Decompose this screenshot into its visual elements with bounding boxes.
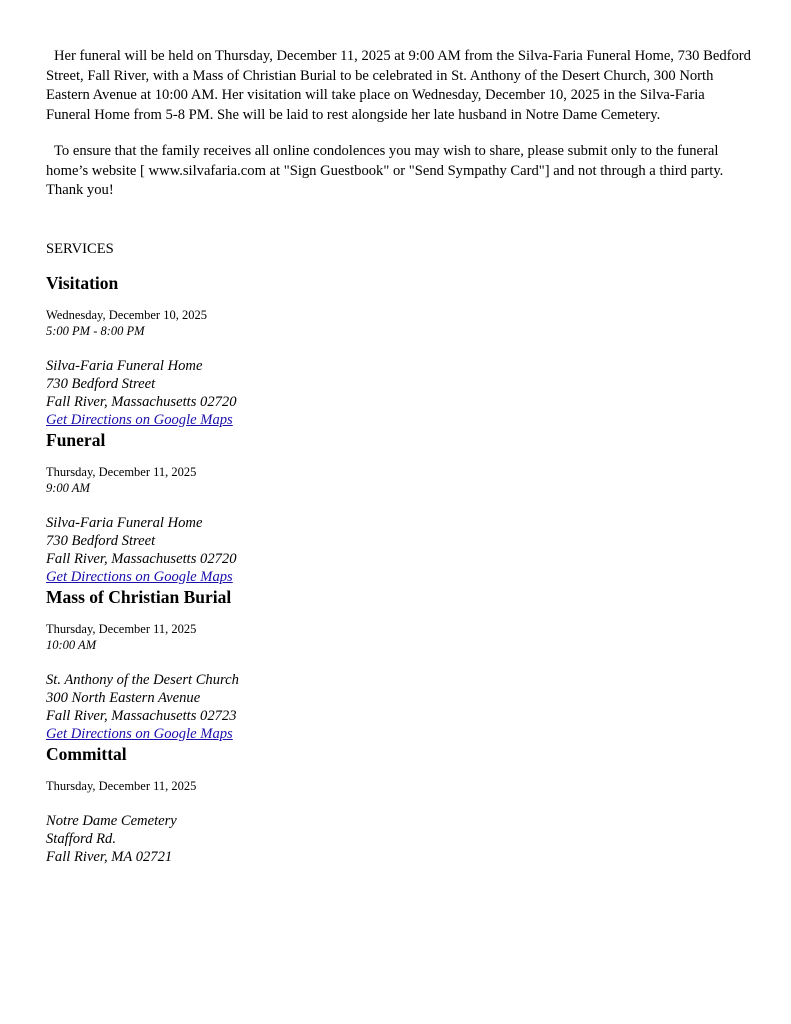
address-venue: St. Anthony of the Desert Church [46, 671, 239, 688]
service-date: Wednesday, December 10, 2025 [46, 307, 207, 322]
service-address [46, 514, 751, 586]
service-visitation [46, 272, 751, 429]
address-street: Stafford Rd. [46, 830, 116, 847]
service-funeral [46, 429, 751, 586]
address-venue: Notre Dame Cemetery [46, 812, 177, 829]
services-heading: SERVICES [46, 240, 114, 257]
address-city: Fall River, Massachusetts 02723 [46, 707, 237, 724]
funeral-paragraph: Her funeral will be held on Thursday, December 11, 2025 at 9:00 AM from the Silva-Faria Funeral Home, 730 Bedford Street, Fall River, with a Mass of Christian Burial to be celebrated in St. Anthony of the Desert Church, 300 North Eastern Avenue at 10:00 AM. Her visitation will take place on Wednesday, December 10, 2025 in the Silva-Faria Funeral Home from 5-8 PM. She will be laid to rest alongside her late husband in Notre Dame Cemetery. [46, 48, 751, 123]
service-title: Visitation [46, 272, 119, 293]
directions-link[interactable]: Get Directions on Google Maps [46, 725, 233, 742]
service-time: 9:00 AM [46, 480, 90, 495]
address-city: Fall River, Massachusetts 02720 [46, 393, 237, 410]
address-city: Fall River, Massachusetts 02720 [46, 550, 237, 567]
service-address [46, 671, 751, 743]
service-committal [46, 743, 751, 866]
service-date: Thursday, December 11, 2025 [46, 778, 197, 793]
address-street: 730 Bedford Street [46, 532, 156, 549]
service-address [46, 812, 751, 866]
service-title: Committal [46, 743, 127, 764]
address-street: 300 North Eastern Avenue [46, 689, 201, 706]
directions-link[interactable]: Get Directions on Google Maps [46, 411, 233, 428]
address-city: Fall River, MA 02721 [46, 848, 173, 865]
service-time: 10:00 AM [46, 637, 97, 652]
service-date: Thursday, December 11, 2025 [46, 464, 197, 479]
address-venue: Silva-Faria Funeral Home [46, 514, 203, 531]
condolences-paragraph: To ensure that the family receives all online condolences you may wish to share, please submit only to the funeral home’s website [ www.silvafaria.com at "Sign Guestbook" or "Send Sympathy Card"] and not through a third party. Thank you! [46, 143, 724, 198]
service-date: Thursday, December 11, 2025 [46, 621, 197, 636]
service-time: 5:00 PM - 8:00 PM [46, 323, 145, 338]
service-title: Funeral [46, 429, 106, 450]
service-mass [46, 586, 751, 743]
document-page [46, 47, 751, 866]
address-street: 730 Bedford Street [46, 375, 156, 392]
directions-link[interactable]: Get Directions on Google Maps [46, 568, 233, 585]
service-title: Mass of Christian Burial [46, 586, 232, 607]
address-venue: Silva-Faria Funeral Home [46, 357, 203, 374]
service-address [46, 357, 751, 429]
